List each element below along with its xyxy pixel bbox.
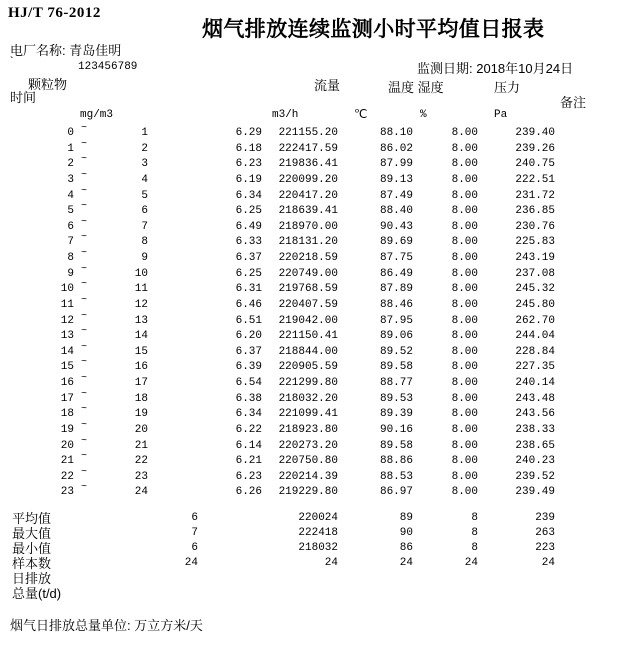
monitoring-date-line: 监测日期: 2018年10月24日 [417,61,574,76]
cell-hour-start: 11 [60,298,74,311]
cell-flow: 24 [324,557,338,569]
cell-hour-end: 9 [141,252,148,265]
cell-dust: 6.37 [235,345,262,358]
cell-temp: 90.16 [379,423,413,436]
cell-pressure: 243.56 [515,408,555,421]
cell-pressure: 244.04 [515,330,555,343]
summary-row [0,587,620,602]
cell-humidity: 8.00 [451,283,478,296]
cell-pressure: 239.52 [515,470,555,483]
cell-dust: 6 [191,512,198,524]
cell-dust: 6.18 [235,142,262,155]
cell-humidity: 8.00 [451,439,478,452]
table-row [0,357,620,376]
cell-flow: 221150.41 [278,330,338,343]
cell-hour-start: 8 [67,252,74,265]
cell-dust: 6.46 [235,298,262,311]
cell-humidity: 8.00 [451,236,478,249]
cell-pressure: 243.48 [515,392,555,405]
unit-pressure: Pa [494,109,508,121]
plant-code: 123456789 [78,61,138,73]
cell-humidity: 8.00 [451,298,478,311]
cell-flow: 220417.20 [278,189,338,202]
cell-temp: 86.02 [379,142,413,155]
cell-pressure: 240.23 [515,455,555,468]
table-row [0,373,620,392]
cell-pressure: 239.40 [515,127,555,139]
table-row [0,263,620,283]
cell-temp: 86 [399,542,413,554]
tilde-separator: ~ [80,169,87,181]
summary-row [0,512,620,527]
table-row [0,326,620,345]
cell-hour-end: 19 [134,408,148,421]
col-header-pressure: 压力 [494,80,521,95]
cell-flow: 221155.20 [278,127,338,139]
tilde-separator: ~ [80,357,87,369]
cell-temp: 89.69 [379,236,413,249]
cell-dust: 6.51 [235,314,262,327]
table-row [0,482,620,501]
cell-temp: 86.49 [379,267,413,280]
cell-humidity: 8.00 [451,173,478,186]
cell-dust: 6.25 [235,205,262,218]
cell-humidity: 24 [464,557,478,569]
cell-flow: 220218.59 [278,252,338,265]
tilde-separator: ~ [80,232,87,244]
cell-pressure: 245.80 [515,298,555,311]
cell-pressure: 228.84 [515,345,555,358]
cell-humidity: 8.00 [451,392,478,405]
cell-hour-end: 4 [141,173,148,186]
cell-hour-end: 17 [134,377,148,390]
summary-row-label: 最大值 [12,526,52,541]
cell-hour-end: 6 [141,205,148,218]
report-title: 烟气排放连续监测小时平均值日报表 [202,18,545,41]
cell-flow: 219229.80 [278,486,338,499]
cell-hour-start: 14 [60,345,74,358]
table-row [0,201,620,220]
tilde-separator: ~ [80,326,87,338]
tilde-separator: ~ [80,201,87,213]
cell-pressure: 24 [541,557,555,569]
bottom-note: 烟气日排放总量单位: 万立方米/天 [10,618,203,633]
cell-flow: 222418 [298,527,338,539]
tilde-separator: ~ [80,341,87,353]
cell-pressure: 237.08 [515,267,555,280]
unit-humidity: % [420,109,427,121]
cell-dust: 24 [184,557,198,569]
cell-temp: 89.39 [379,408,413,421]
table-row [0,294,620,314]
cell-hour-start: 17 [60,392,74,405]
cell-flow: 219768.59 [278,283,338,296]
cell-humidity: 8.00 [451,423,478,436]
cell-temp: 89 [399,512,413,524]
cell-pressure: 245.32 [515,283,555,296]
table-row [0,310,620,330]
cell-hour-start: 4 [67,189,74,202]
tilde-separator: ~ [80,482,87,494]
cell-humidity: 8.00 [451,486,478,499]
cell-pressure: 238.33 [515,423,555,436]
table-row [0,388,620,408]
table-row [0,435,620,455]
col-header-time: 时间 [10,90,37,105]
cell-temp: 24 [399,557,413,569]
cell-hour-end: 10 [134,267,148,280]
cell-dust: 6.34 [235,189,262,202]
cell-temp: 87.49 [379,189,413,202]
cell-hour-end: 12 [134,298,148,311]
cell-pressure: 239.26 [515,142,555,155]
tilde-separator: ~ [80,279,87,291]
cell-pressure: 222.51 [515,173,555,186]
cell-pressure: 239 [535,512,555,524]
cell-hour-start: 21 [60,455,74,468]
cell-temp: 87.89 [379,283,413,296]
cell-hour-start: 20 [60,439,74,452]
cell-hour-end: 5 [141,189,148,202]
cell-humidity: 8.00 [451,361,478,374]
cell-temp: 89.52 [379,345,413,358]
cell-hour-end: 23 [134,470,148,483]
cell-humidity: 8 [471,512,478,524]
cell-temp: 86.97 [379,486,413,499]
tilde-separator: ~ [80,294,87,306]
cell-flow: 219836.41 [278,158,338,171]
summary-row-label: 总量(t/d) [12,586,62,601]
cell-flow: 220750.80 [278,455,338,468]
cell-humidity: 8.00 [451,252,478,265]
cell-dust: 6.49 [235,220,262,233]
cell-temp: 90.43 [379,220,413,233]
cell-hour-start: 10 [60,283,74,296]
cell-hour-start: 6 [67,220,74,233]
cell-humidity: 8.00 [451,470,478,483]
table-row [0,185,620,205]
cell-hour-start: 18 [60,408,74,421]
cell-temp: 90 [399,527,413,539]
tilde-separator: ~ [80,373,87,385]
cell-temp: 89.53 [379,392,413,405]
cell-pressure: 240.75 [515,158,555,171]
cell-humidity: 8.00 [451,267,478,280]
summary-row-label: 日排放 [12,571,52,586]
cell-humidity: 8 [471,527,478,539]
cell-temp: 88.10 [379,127,413,139]
cell-flow: 221099.41 [278,408,338,421]
table-row [0,404,620,423]
cell-flow: 220407.59 [278,298,338,311]
tilde-separator: ~ [80,123,87,134]
cell-hour-end: 7 [141,220,148,233]
cell-dust: 6.21 [235,455,262,468]
col-header-dust: 颗粒物 [28,77,68,92]
cell-dust: 6.31 [235,283,262,296]
table-row [0,466,620,486]
unit-dust: mg/m3 [80,109,114,121]
cell-temp: 89.06 [379,330,413,343]
table-row [0,169,620,189]
summary-row-label: 平均值 [12,511,52,526]
cell-hour-start: 9 [67,267,74,280]
cell-humidity: 8.00 [451,345,478,358]
cell-hour-end: 2 [141,142,148,155]
cell-humidity: 8.00 [451,158,478,171]
tilde-separator: ~ [80,263,87,275]
cell-temp: 88.40 [379,205,413,218]
summary-row [0,572,620,587]
cell-dust: 6.54 [235,377,262,390]
cell-hour-end: 15 [134,345,148,358]
table-row [0,279,620,298]
cell-hour-start: 0 [67,127,74,139]
summary-row [0,557,620,572]
cell-humidity: 8.00 [451,314,478,327]
cell-humidity: 8.00 [451,127,478,139]
cell-hour-end: 18 [134,392,148,405]
cell-hour-end: 11 [134,283,148,296]
unit-flow: m3/h [272,109,299,121]
cell-flow: 220099.20 [278,173,338,186]
cell-flow: 220024 [298,512,338,524]
cell-dust: 6.37 [235,252,262,265]
table-row [0,138,620,158]
cell-dust: 6.38 [235,392,262,405]
cell-pressure: 240.14 [515,377,555,390]
cell-pressure: 262.70 [515,314,555,327]
cell-pressure: 263 [535,527,555,539]
cell-pressure: 223 [535,542,555,554]
col-header-remark: 备注 [560,95,587,110]
cell-hour-end: 13 [134,314,148,327]
cell-temp: 89.13 [379,173,413,186]
cell-hour-start: 5 [67,205,74,218]
cell-hour-start: 1 [67,142,74,155]
table-row [0,248,620,267]
cell-dust: 6.29 [235,127,262,139]
cell-hour-start: 16 [60,377,74,390]
cell-hour-start: 23 [60,486,74,499]
tilde-separator: ~ [80,185,87,197]
cell-pressure: 225.83 [515,236,555,249]
cell-humidity: 8.00 [451,377,478,390]
cell-hour-start: 7 [67,236,74,249]
cell-dust: 6.34 [235,408,262,421]
cell-hour-start: 3 [67,173,74,186]
cell-pressure: 236.85 [515,205,555,218]
tilde-separator: ~ [80,451,87,463]
cell-dust: 6.25 [235,267,262,280]
cell-dust: 7 [191,527,198,539]
cell-temp: 88.53 [379,470,413,483]
cell-flow: 218923.80 [278,423,338,436]
cell-hour-start: 22 [60,470,74,483]
cell-flow: 218639.41 [278,205,338,218]
table-row [0,216,620,236]
table-row [0,123,620,142]
cell-pressure: 227.35 [515,361,555,374]
table-row [0,419,620,439]
unit-temp: ℃ [354,107,368,121]
tilde-separator: ~ [80,435,87,447]
summary-row-label: 最小值 [12,541,52,556]
summary-row [0,542,620,557]
cell-flow: 220273.20 [278,439,338,452]
cell-humidity: 8.00 [451,220,478,233]
cell-temp: 87.75 [379,252,413,265]
cell-hour-start: 15 [60,361,74,374]
tilde-separator: ~ [80,216,87,228]
cell-flow: 222417.59 [278,142,338,155]
cell-hour-end: 3 [141,158,148,171]
cell-humidity: 8.00 [451,205,478,218]
table-row [0,451,620,470]
cell-flow: 220905.59 [278,361,338,374]
table-row [0,232,620,251]
tilde-separator: ~ [80,419,87,431]
cell-pressure: 238.65 [515,439,555,452]
cell-flow: 218844.00 [278,345,338,358]
cell-flow: 218032 [298,542,338,554]
cell-dust: 6.19 [235,173,262,186]
cell-dust: 6.23 [235,158,262,171]
cell-hour-start: 13 [60,330,74,343]
cell-temp: 87.99 [379,158,413,171]
cell-humidity: 8.00 [451,142,478,155]
cell-flow: 220749.00 [278,267,338,280]
cell-pressure: 239.49 [515,486,555,499]
tilde-separator: ~ [80,388,87,400]
cell-dust: 6.33 [235,236,262,249]
col-header-temp-humidity: 温度 湿度 [388,80,444,95]
cell-humidity: 8.00 [451,189,478,202]
tilde-separator: ~ [80,404,87,416]
cell-hour-start: 12 [60,314,74,327]
cell-hour-end: 22 [134,455,148,468]
tick-mark: ` [8,55,16,69]
cell-hour-end: 1 [141,127,148,139]
cell-humidity: 8.00 [451,408,478,421]
cell-temp: 88.86 [379,455,413,468]
cell-pressure: 231.72 [515,189,555,202]
cell-flow: 220214.39 [278,470,338,483]
cell-hour-start: 19 [60,423,74,436]
cell-flow: 218970.00 [278,220,338,233]
cell-hour-start: 2 [67,158,74,171]
tilde-separator: ~ [80,154,87,166]
summary-row [0,527,620,542]
cell-temp: 89.58 [379,361,413,374]
cell-hour-end: 20 [134,423,148,436]
tilde-separator: ~ [80,466,87,478]
cell-temp: 87.95 [379,314,413,327]
cell-hour-end: 24 [134,486,148,499]
cell-dust: 6 [191,542,198,554]
standard-number: HJ/T 76-2012 [8,5,101,21]
cell-hour-end: 14 [134,330,148,343]
tilde-separator: ~ [80,248,87,260]
col-header-flow: 流量 [314,78,341,93]
cell-hour-end: 16 [134,361,148,374]
cell-dust: 6.26 [235,486,262,499]
cell-humidity: 8 [471,542,478,554]
cell-flow: 221299.80 [278,377,338,390]
cell-dust: 6.22 [235,423,262,436]
tilde-separator: ~ [80,138,87,150]
plant-name-line: 电厂名称: 青岛佳明 [10,43,122,58]
cell-pressure: 243.19 [515,252,555,265]
cell-temp: 88.46 [379,298,413,311]
cell-dust: 6.23 [235,470,262,483]
cell-hour-end: 8 [141,236,148,249]
cell-temp: 88.77 [379,377,413,390]
cell-temp: 89.58 [379,439,413,452]
cell-dust: 6.20 [235,330,262,343]
cell-humidity: 8.00 [451,330,478,343]
table-row [0,341,620,361]
cell-hour-end: 21 [134,439,148,452]
cell-humidity: 8.00 [451,455,478,468]
cell-pressure: 230.76 [515,220,555,233]
cell-dust: 6.39 [235,361,262,374]
cell-flow: 219042.00 [278,314,338,327]
summary-row-label: 样本数 [12,556,52,571]
tilde-separator: ~ [80,310,87,322]
cell-flow: 218032.20 [278,392,338,405]
cell-dust: 6.14 [235,439,262,452]
cell-flow: 218131.20 [278,236,338,249]
table-row [0,154,620,173]
